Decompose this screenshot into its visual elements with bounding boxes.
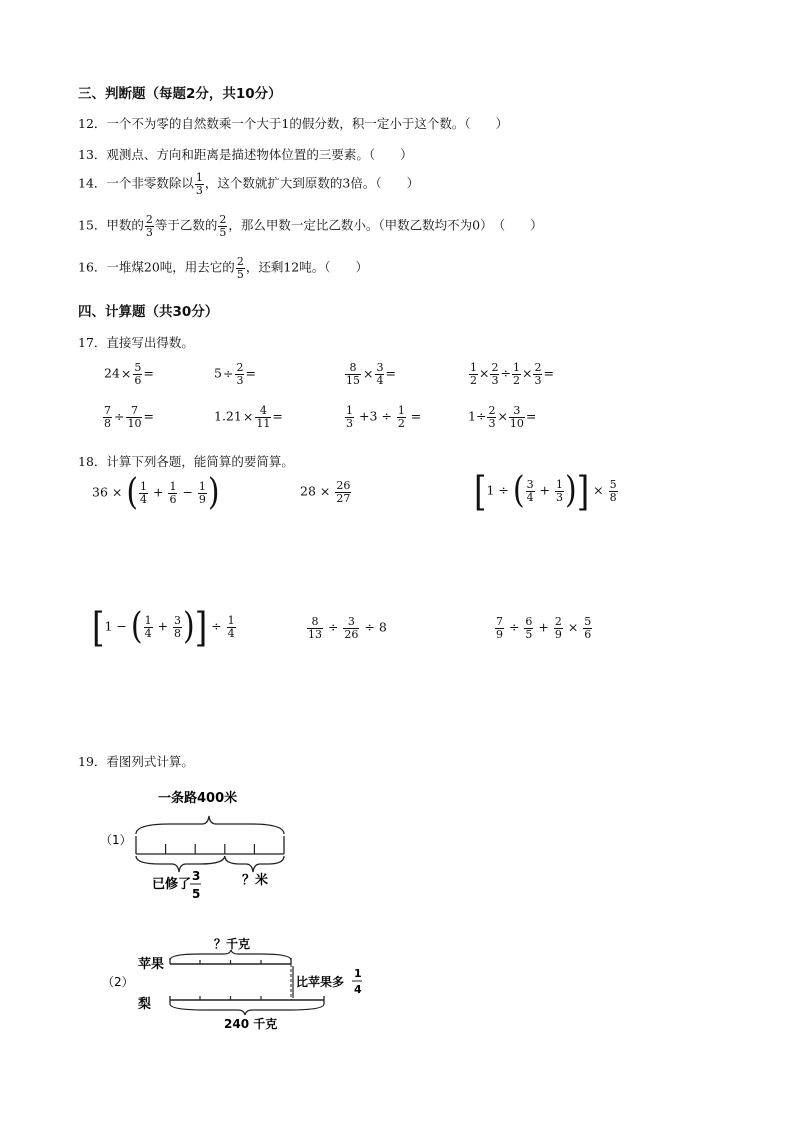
section3-title: 三、判断题（每题2分，共10分） [78, 86, 282, 102]
calc-17-1: 24× $\frac{5}{6}$ = [104, 361, 154, 387]
question-18: 18．计算下列各题，能简算的要简算。 [78, 454, 294, 469]
calc-17-3: $\frac{8}{15}$ × $\frac{3}{4}$ = [346, 361, 396, 387]
pear-brace [170, 1004, 324, 1015]
calc-18-6: $\frac{7}{9}$ ÷ $\frac{6}{5}$ + $\frac{2}{9}$ × $\frac{5}{6}$ [496, 615, 592, 641]
svg-text:1: 1 [354, 967, 362, 980]
question-16: 16．一堆煤20吨，用去它的 $\frac{2}{5}$ ，还剩12吨。（ ） [78, 255, 368, 281]
apple-label: 苹果 [138, 957, 165, 972]
fruit-diagram [96, 930, 376, 1035]
question-14: 14．一个非零数除以 $\frac{1}{3}$ ，这个数就扩大到原数的3倍。（ ） [78, 171, 420, 197]
calc-17-7: $\frac{1}{3}$ +3 ÷ $\frac{1}{2}$ = [346, 404, 422, 430]
question-17: 17．直接写出得数。 [78, 335, 194, 350]
done-brace [136, 856, 225, 872]
rest-brace [225, 856, 284, 872]
calc-17-2: 5÷ $\frac{2}{3}$ = [214, 361, 256, 387]
diagram1-label: （1） [100, 833, 132, 847]
road-total-label: 一条路400米 [158, 791, 238, 806]
apple-brace [170, 950, 291, 960]
svg-text:4: 4 [354, 983, 362, 996]
calc-18-2: 28 × $\frac{26}{27}$ [300, 479, 351, 505]
road-diagram [90, 782, 320, 907]
section4-title: 四、计算题（共30分） [78, 304, 219, 320]
svg-text:5: 5 [192, 887, 201, 901]
calc-18-4: [1 − ( $\frac{1}{4}$ + $\frac{3}{8}$ )] ÷ $\frac{1}{4}$ [92, 603, 235, 651]
question-15: 15．甲数的 $\frac{2}{3}$ 等于乙数的 $\frac{2}{5}$ ，那么甲数一定比乙数小。（甲数乙数均不为0） （ ） [78, 213, 543, 239]
calc-18-3: [1 ÷ ( $\frac{3}{4}$ + $\frac{1}{3}$ )] × $\frac{5}{8}$ [474, 467, 617, 515]
more-label: 比苹果多 [296, 975, 345, 989]
top-brace [136, 816, 284, 834]
svg-text:3: 3 [192, 869, 201, 883]
pear-label: 梨 [138, 997, 152, 1012]
question-13: 13．观测点、方向和距离是描述物体位置的三要素。（ ） [78, 147, 413, 162]
question-19: 19．看图列式计算。 [78, 754, 194, 769]
done-label: 已修了 [152, 877, 192, 892]
calc-18-1: 36 × ( $\frac{1}{4}$ + $\frac{1}{6}$ − $\frac{1}{9}$ ) [92, 471, 220, 514]
calc-17-5: $\frac{7}{8}$ ÷ $\frac{7}{10}$ = [104, 404, 154, 430]
diagram2-label: （2） [102, 975, 134, 989]
calc-17-8: 1÷ $\frac{2}{3}$ × $\frac{3}{10}$ = [468, 404, 537, 430]
question-12: 12．一个不为零的自然数乘一个大于1的假分数，积一定小于这个数。（ ） [78, 116, 509, 131]
pear-total-label: 240 千克 [224, 1017, 278, 1031]
rest-label: ？米 [242, 873, 269, 888]
calc-17-6: 1.21× $\frac{4}{11}$ = [214, 404, 283, 430]
calc-18-5: $\frac{8}{13}$ ÷ $\frac{3}{26}$ ÷ 8 [308, 615, 387, 641]
apple-question-label: ？千克 [214, 937, 251, 951]
calc-17-4: $\frac{1}{2}$ × $\frac{2}{3}$ ÷ $\frac{1}{2}$ × $\frac{2}{3}$ = [470, 361, 554, 387]
